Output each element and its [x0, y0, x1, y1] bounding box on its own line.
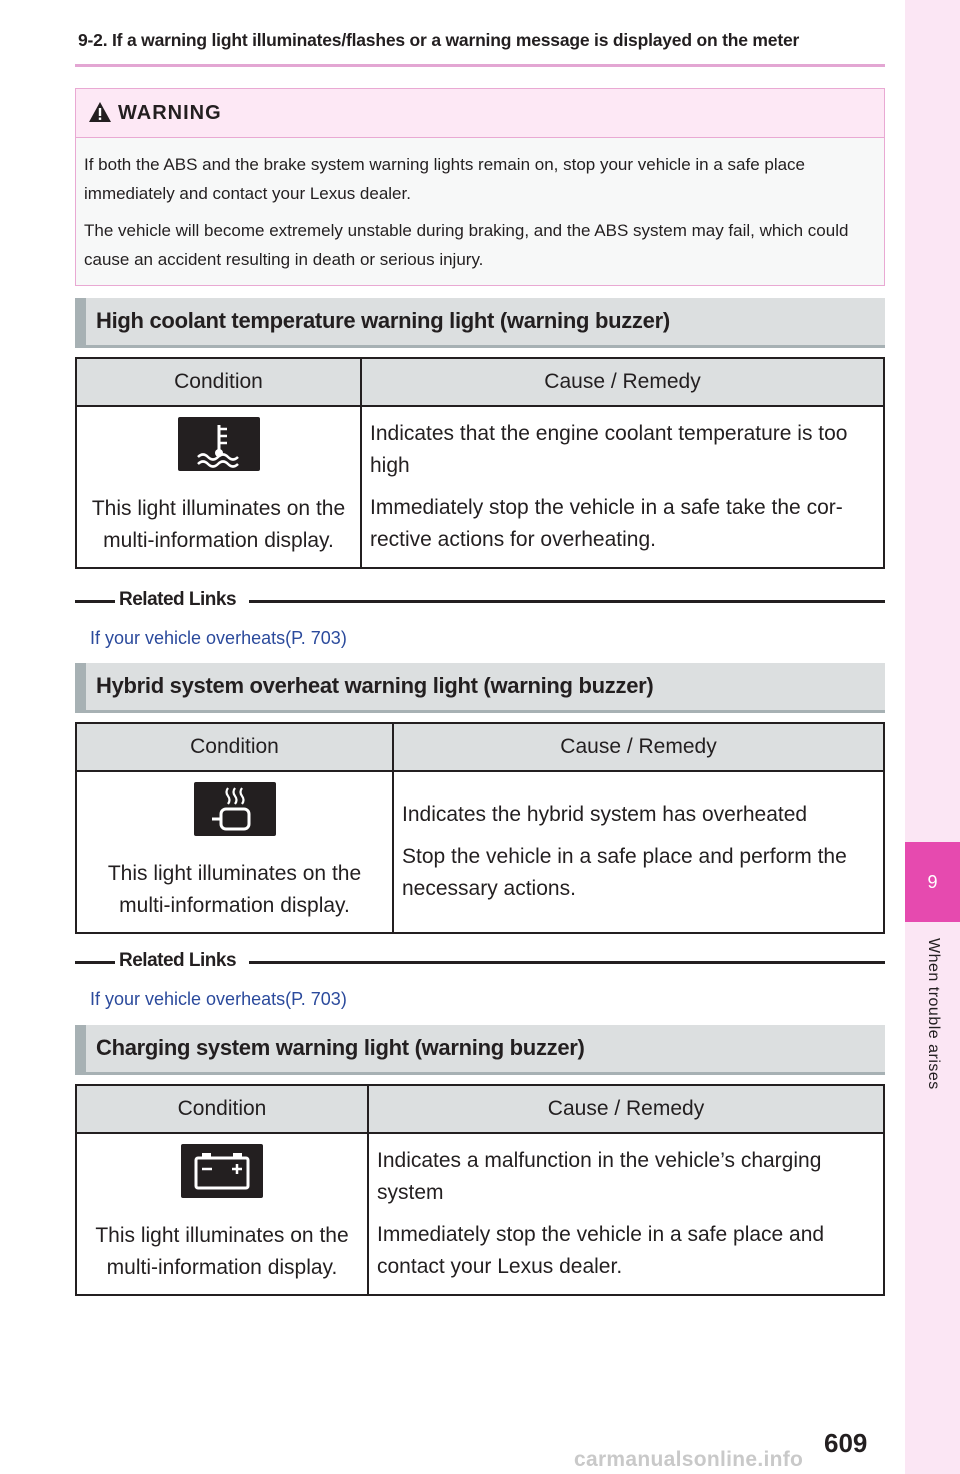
remedy-text: Immediately stop the vehicle in a safe take the cor-rective actions for overheating.	[370, 496, 843, 551]
column-header-condition: Condition	[76, 1085, 368, 1133]
related-link-overheats[interactable]: If your vehicle overheats(P. 703)	[90, 989, 347, 1009]
warning-body	[76, 138, 884, 274]
related-links-label: Related Links	[119, 950, 237, 971]
hybrid-overheat-table	[75, 722, 885, 934]
column-header-cause: Cause / Remedy	[393, 723, 884, 771]
warning-paragraph: The vehicle will become extremely unstable during braking, and the ABS system may fail, which could cause an accident resulting in death or serious injury.	[84, 221, 849, 269]
related-links-label: Related Links	[119, 589, 237, 610]
column-header-condition: Condition	[76, 723, 393, 771]
battery-icon	[181, 1144, 263, 1198]
warning-title: WARNING	[118, 102, 222, 124]
section-title: Hybrid system overheat warning light (warning buzzer)	[96, 673, 654, 698]
related-link-overheats[interactable]: If your vehicle overheats(P. 703)	[90, 628, 347, 648]
running-header: 9-2. If a warning light illuminates/flashes or a warning message is displayed on the meter	[78, 30, 800, 50]
page-number: 609	[824, 1428, 868, 1458]
section-header-charging	[75, 1025, 885, 1075]
condition-cell	[76, 1133, 368, 1295]
related-links-heading	[75, 589, 885, 613]
condition-text: This light illuminates on the multi-information display.	[107, 862, 362, 917]
condition-text: This light illuminates on the multi-information display.	[91, 497, 346, 552]
section-title: High coolant temperature warning light (warning buzzer)	[96, 308, 670, 333]
remedy-text: Immediately stop the vehicle in a safe place and contact your Lexus dealer.	[377, 1223, 825, 1278]
column-header-cause: Cause / Remedy	[368, 1085, 884, 1133]
chapter-label: When trouble arises	[925, 938, 942, 1090]
remedy-text: Stop the vehicle in a safe place and perform the necessary actions.	[402, 845, 847, 900]
coolant-warning-table	[75, 357, 885, 569]
warning-paragraph: If both the ABS and the brake system warning lights remain on, stop your vehicle in a safe place immediately and contact your Lexus dealer.	[84, 155, 806, 203]
cause-text: Indicates that the engine coolant temperature is too high	[370, 422, 848, 477]
section-header-hybrid	[75, 663, 885, 713]
hybrid-overheat-icon	[194, 782, 276, 836]
charging-warning-table	[75, 1084, 885, 1296]
condition-text: This light illuminates on the multi-information display.	[95, 1224, 349, 1279]
header-rule	[75, 64, 885, 67]
condition-cell	[76, 406, 361, 568]
condition-cell	[76, 771, 393, 933]
warning-header	[76, 89, 884, 138]
cause-text: Indicates the hybrid system has overheated	[402, 803, 808, 826]
coolant-temperature-icon	[178, 417, 260, 471]
watermark: carmanualsonline.info	[574, 1448, 804, 1471]
warning-box	[75, 88, 885, 286]
chapter-number-tab[interactable]: 9	[905, 842, 960, 922]
cause-cell	[361, 406, 884, 568]
section-title: Charging system warning light (warning buzzer)	[96, 1035, 585, 1060]
cause-text: Indicates a malfunction in the vehicle’s charging system	[377, 1149, 822, 1204]
chapter-side-tab	[905, 0, 960, 1474]
column-header-condition: Condition	[76, 358, 361, 406]
cause-cell	[368, 1133, 884, 1295]
section-header-coolant	[75, 298, 885, 348]
cause-cell	[393, 771, 884, 933]
related-links-heading	[75, 950, 885, 974]
column-header-cause: Cause / Remedy	[361, 358, 884, 406]
warning-triangle-icon	[88, 101, 112, 123]
